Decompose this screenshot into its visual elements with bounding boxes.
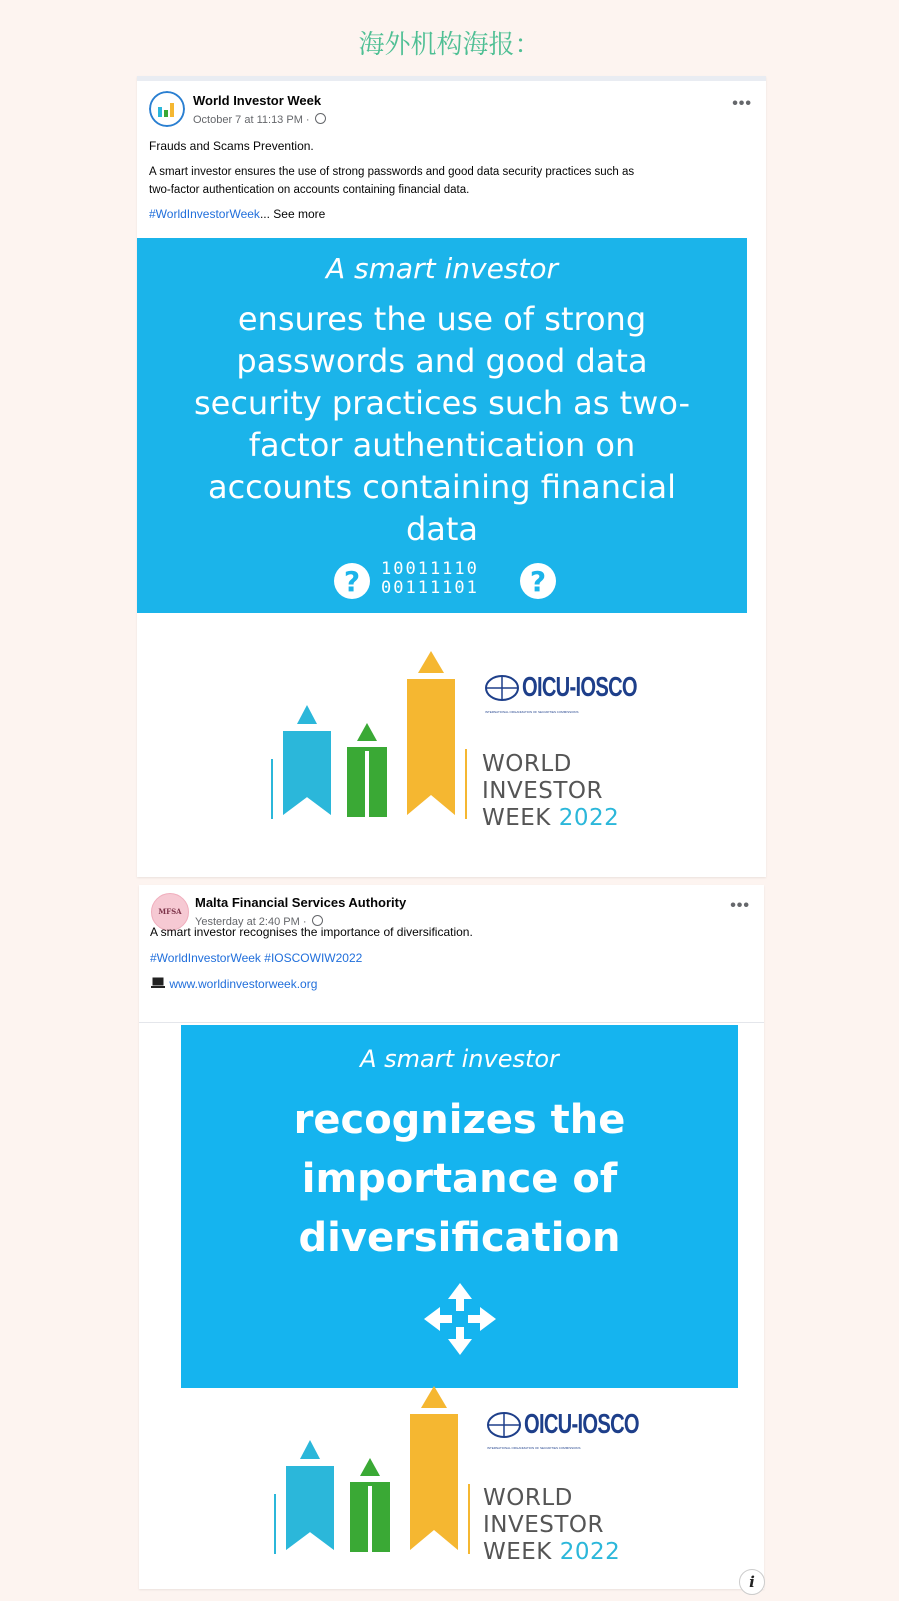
banner-text	[181, 1091, 738, 1268]
ellipsis: ...	[259, 207, 274, 221]
see-more-link[interactable]: See more	[273, 207, 326, 221]
website-link-row	[150, 975, 317, 993]
iosco-subtitle: INTERNATIONAL ORGANIZATION OF SECURITIES COMMISSIONS	[487, 1446, 581, 1450]
post-hashtag-line	[149, 205, 325, 223]
facebook-post-mfsa	[139, 885, 764, 1589]
wiw-line: WORLD	[482, 751, 572, 777]
world-investor-week-logo	[139, 1388, 764, 1589]
more-options-icon[interactable]: •••	[732, 95, 752, 112]
timestamp-text: October 7 at 11:13 PM ·	[193, 114, 310, 126]
banner-subtitle: A smart investor	[326, 252, 558, 285]
wiw-week: WEEK	[482, 805, 551, 831]
iosco-wordmark: OICU-IOSCO	[522, 671, 637, 702]
post-author[interactable]: World Investor Week	[193, 93, 322, 108]
banner-line: ensures the use of strong	[237, 300, 647, 338]
wiw-line	[483, 1539, 620, 1566]
wiw-line	[482, 805, 619, 832]
svg-text:?: ?	[529, 565, 547, 598]
post-author[interactable]: Malta Financial Services Authority	[195, 895, 407, 910]
binary-bottom: 00111101	[381, 578, 479, 598]
globe-emblem-icon	[486, 1410, 522, 1440]
wiw-year: 2022	[559, 1539, 621, 1565]
binary-row	[137, 560, 747, 602]
post-header	[149, 91, 754, 131]
world-investor-week-logo	[137, 613, 766, 877]
divider	[139, 1022, 764, 1023]
post-title-line: Frauds and Scams Prevention.	[149, 139, 314, 153]
globe-icon	[315, 113, 326, 124]
pencils-logo-icon	[272, 1374, 472, 1559]
iosco-subtitle: INTERNATIONAL ORGANIZATION OF SECURITIES COMMISSIONS	[485, 710, 579, 714]
banner-line: data	[405, 510, 479, 548]
page-heading: 海外机构海报：	[358, 30, 541, 60]
hashtag-link[interactable]: #WorldInvestorWeek	[149, 207, 260, 221]
banner-line: factor authentication on	[248, 426, 636, 464]
globe-emblem-icon	[484, 673, 520, 703]
avatar[interactable]	[149, 91, 185, 127]
wiw-week: WEEK	[483, 1539, 552, 1565]
wiw-year: 2022	[558, 805, 620, 831]
question-circle-icon	[519, 562, 557, 600]
post-banner-image[interactable]	[137, 238, 747, 613]
svg-text:?: ?	[343, 565, 361, 598]
facebook-post-world-investor-week	[137, 76, 766, 877]
post-body-line: A smart investor recognises the importance of diversification.	[150, 925, 473, 939]
four-way-arrows-icon	[422, 1281, 498, 1357]
laptop-icon	[150, 977, 166, 989]
wiw-line: WORLD	[483, 1485, 573, 1511]
banner-line: recognizes the	[293, 1097, 626, 1143]
avatar-text: MFSA	[158, 907, 182, 916]
banner-line: importance of	[301, 1156, 618, 1202]
wiw-wordmark	[483, 1485, 620, 1566]
wiw-line: INVESTOR	[482, 778, 603, 804]
info-icon[interactable]: i	[739, 1569, 765, 1595]
banner-line: passwords and good data	[236, 342, 648, 380]
post-body-line: A smart investor ensures the use of strong passwords and good data security practices such as	[149, 166, 635, 178]
banner-text	[137, 298, 747, 550]
pencils-logo-icon	[269, 639, 469, 824]
timestamp-text: Yesterday at 2:40 PM ·	[195, 916, 307, 928]
iosco-wordmark: OICU-IOSCO	[524, 1408, 639, 1439]
post-banner-image[interactable]	[181, 1025, 738, 1388]
post-body-line: two-factor authentication on accounts containing financial data.	[149, 184, 470, 196]
banner-line: security practices such as two-	[193, 384, 691, 422]
binary-code	[381, 560, 479, 598]
wiw-wordmark	[482, 751, 619, 832]
wiw-line: INVESTOR	[483, 1512, 604, 1538]
website-link[interactable]: www.worldinvestorweek.org	[169, 977, 318, 991]
hashtag-links[interactable]: #WorldInvestorWeek #IOSCOWIW2022	[150, 951, 363, 965]
banner-line: diversification	[298, 1215, 621, 1261]
more-options-icon[interactable]: •••	[730, 897, 750, 914]
banner-line: accounts containing financial	[207, 468, 677, 506]
post-timestamp[interactable]	[193, 113, 326, 126]
binary-top: 10011110	[381, 559, 479, 579]
question-circle-icon	[333, 562, 371, 600]
banner-subtitle: A smart investor	[360, 1045, 559, 1073]
